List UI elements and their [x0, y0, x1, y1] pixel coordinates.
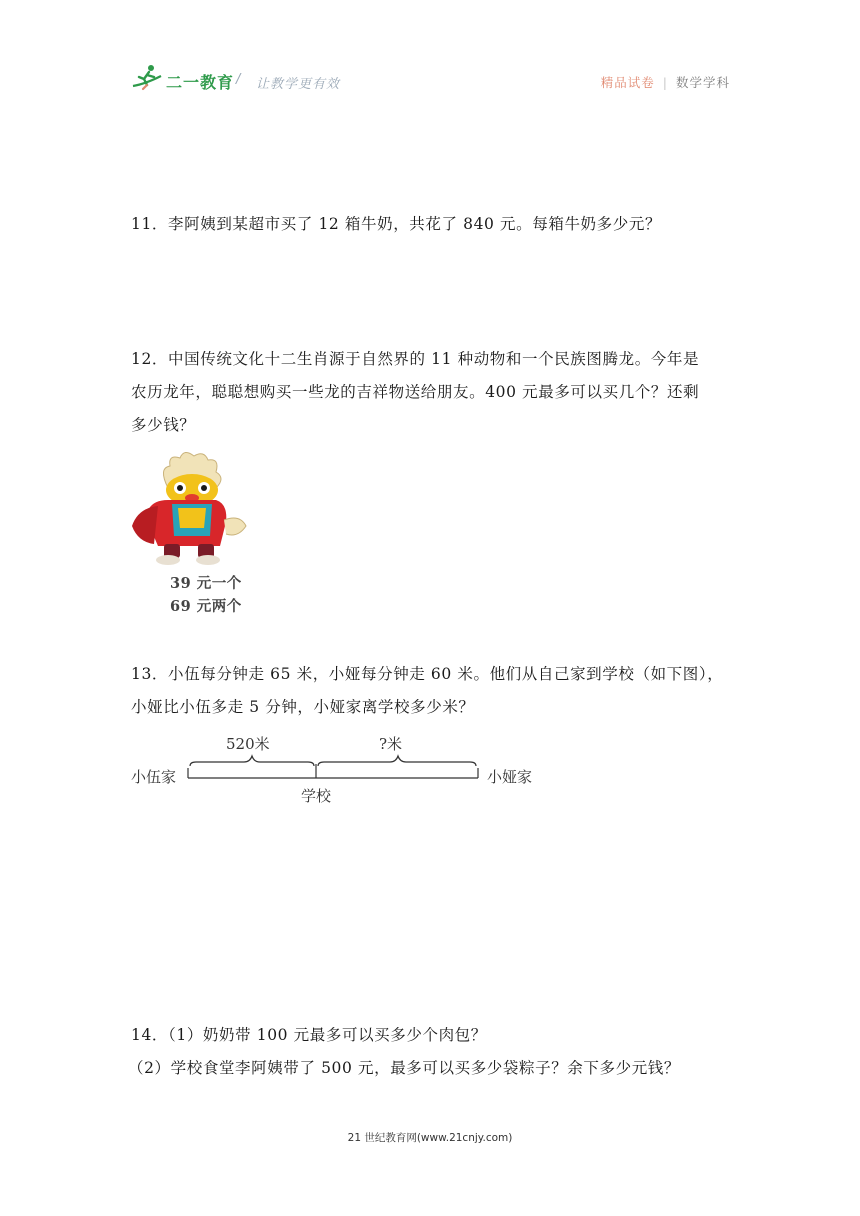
question-11-text: 11．李阿姨到某超市买了 12 箱牛奶，共花了 840 元。每箱牛奶多少元？	[131, 215, 662, 233]
page-footer: 21 世纪教育网(www.21cnjy.com)	[347, 1132, 513, 1144]
question-13-line-1: 13．小伍每分钟走 65 米，小娅每分钟走 60 米。他们从自己家到学校（如下图），	[131, 665, 724, 683]
home-xiaoya-label: 小娅家	[487, 768, 533, 786]
header-divider: |	[662, 75, 668, 90]
dragon-mascot-image	[128, 448, 254, 568]
question-13	[131, 658, 741, 724]
header-subject	[601, 73, 730, 91]
question-11	[131, 208, 741, 241]
left-distance-label: 520米	[226, 735, 270, 753]
school-label: 学校	[301, 787, 332, 805]
question-13-line-2: 小娅比小伍多走 5 分钟，小娅家离学校多少米？	[131, 698, 475, 716]
page-header	[0, 0, 860, 110]
question-14	[128, 1019, 741, 1085]
right-distance-label: ?米	[379, 735, 403, 753]
question-12-line-1: 12．中国传统文化十二生肖源于自然界的 11 种动物和一个民族图腾龙。今年是	[131, 350, 700, 368]
question-12-line-2: 农历龙年，聪聪想购买一些龙的吉祥物送给朋友。400 元最多可以买几个？还剩	[131, 383, 700, 401]
question-14-line-2: （2）学校食堂李阿姨带了 500 元，最多可以买多少袋粽子？余下多少元钱？	[128, 1059, 681, 1077]
question-12-line-3: 多少钱？	[131, 416, 196, 434]
home-xiaowu-label: 小伍家	[131, 768, 177, 786]
logo-text: 二一教育	[166, 73, 235, 92]
question-14-line-1: 14．（1）奶奶带 100 元最多可以买多少个肉包？	[131, 1026, 487, 1044]
header-subject-label: 数学学科	[675, 75, 730, 90]
runner-logo-icon	[131, 64, 163, 92]
logo-separator: /	[236, 72, 241, 87]
slogan: 让教学更有效	[256, 77, 341, 92]
price-pair: 69 元两个	[170, 598, 242, 615]
question-12	[131, 343, 741, 442]
header-premium-label: 精品试卷	[600, 75, 655, 90]
price-single: 39 元一个	[170, 575, 242, 592]
